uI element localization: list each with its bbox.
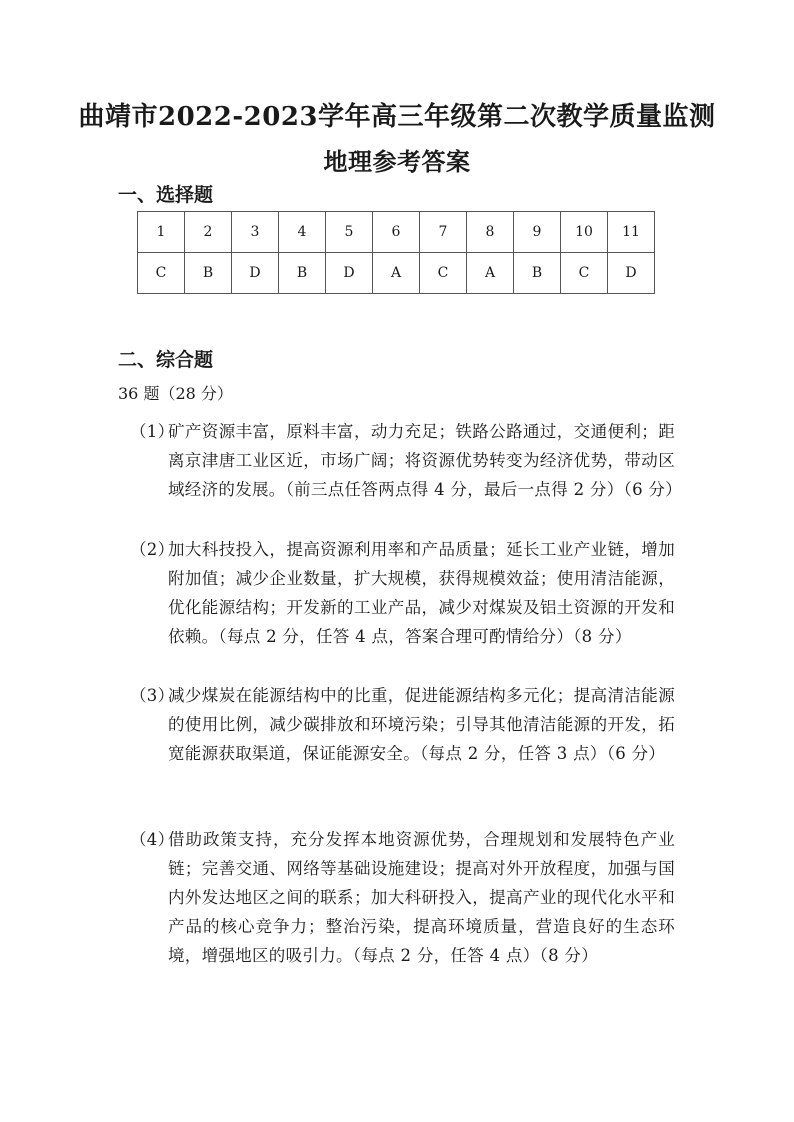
answer-cell: D (326, 253, 373, 294)
question-number-cell: 5 (326, 212, 373, 253)
item-text: 加大科技投入，提高资源利用率和产品质量；延长工业产业链，增加附加值；减少企业数量，扩大规模，获得规模效益；使用清洁能源，优化能源结构；开发新的工业产品，减少对煤炭及铝土资源的开发和依赖。（每点 2 分，任答 4 点，答案合理可酌情给分）（8 分） (168, 540, 675, 646)
answer-table (137, 211, 655, 294)
table-row-numbers (138, 212, 655, 253)
question-number-cell: 6 (373, 212, 420, 253)
item-number: （1） (130, 422, 175, 441)
question-number-cell: 1 (138, 212, 185, 253)
question-number-cell: 11 (608, 212, 655, 253)
question-number-cell: 10 (561, 212, 608, 253)
answer-item-4 (130, 825, 675, 970)
answer-cell: C (561, 253, 608, 294)
answer-cell: B (279, 253, 326, 294)
answer-cell: A (467, 253, 514, 294)
answer-item-1 (130, 417, 683, 504)
answer-cell: C (420, 253, 467, 294)
section-heading-comprehensive: 二、综合题 (118, 349, 214, 371)
answer-item-3 (130, 681, 675, 768)
question-number-cell: 4 (279, 212, 326, 253)
question-number-cell: 8 (467, 212, 514, 253)
question-heading: 36 题（28 分） (118, 384, 233, 403)
answer-cell: A (373, 253, 420, 294)
answer-item-2 (130, 535, 675, 651)
item-text: 借助政策支持，充分发挥本地资源优势，合理规划和发展特色产业链；完善交通、网络等基础设施建设；提高对外开放程度，加强与国内外发达地区之间的联系；加大科研投入，提高产业的现代化水平和产品的核心竞争力；整治污染，提高环境质量，营造良好的生态环境，增强地区的吸引力。（每点 2 分，任答 4 点）（8 分） (168, 830, 675, 965)
item-number: （2） (130, 540, 175, 559)
item-number: （4） (130, 830, 175, 849)
answer-cell: D (232, 253, 279, 294)
question-number-cell: 7 (420, 212, 467, 253)
table-row-answers (138, 253, 655, 294)
item-text: 矿产资源丰富，原料丰富，动力充足；铁路公路通过，交通便利；距离京津唐工业区近，市场广阔；将资源优势转变为经济优势，带动区域经济的发展。（前三点任答两点得 4 分，最后一点得 2 分）（6 分） (168, 422, 683, 499)
page-subtitle: 地理参考答案 (323, 147, 471, 176)
answer-cell: C (138, 253, 185, 294)
answer-cell: B (185, 253, 232, 294)
question-number-cell: 9 (514, 212, 561, 253)
question-number-cell: 2 (185, 212, 232, 253)
answer-cell: D (608, 253, 655, 294)
item-text: 减少煤炭在能源结构中的比重，促进能源结构多元化；提高清洁能源的使用比例，减少碳排放和环境污染；引导其他清洁能源的开发，拓宽能源获取渠道，保证能源安全。（每点 2 分，任答 3 点）（6 分） (168, 686, 675, 763)
section-heading-choice: 一、选择题 (118, 184, 214, 206)
question-number-cell: 3 (232, 212, 279, 253)
page-title: 曲靖市2022-2023学年高三年级第二次教学质量监测 (78, 102, 716, 132)
answer-cell: B (514, 253, 561, 294)
item-number: （3） (130, 686, 175, 705)
